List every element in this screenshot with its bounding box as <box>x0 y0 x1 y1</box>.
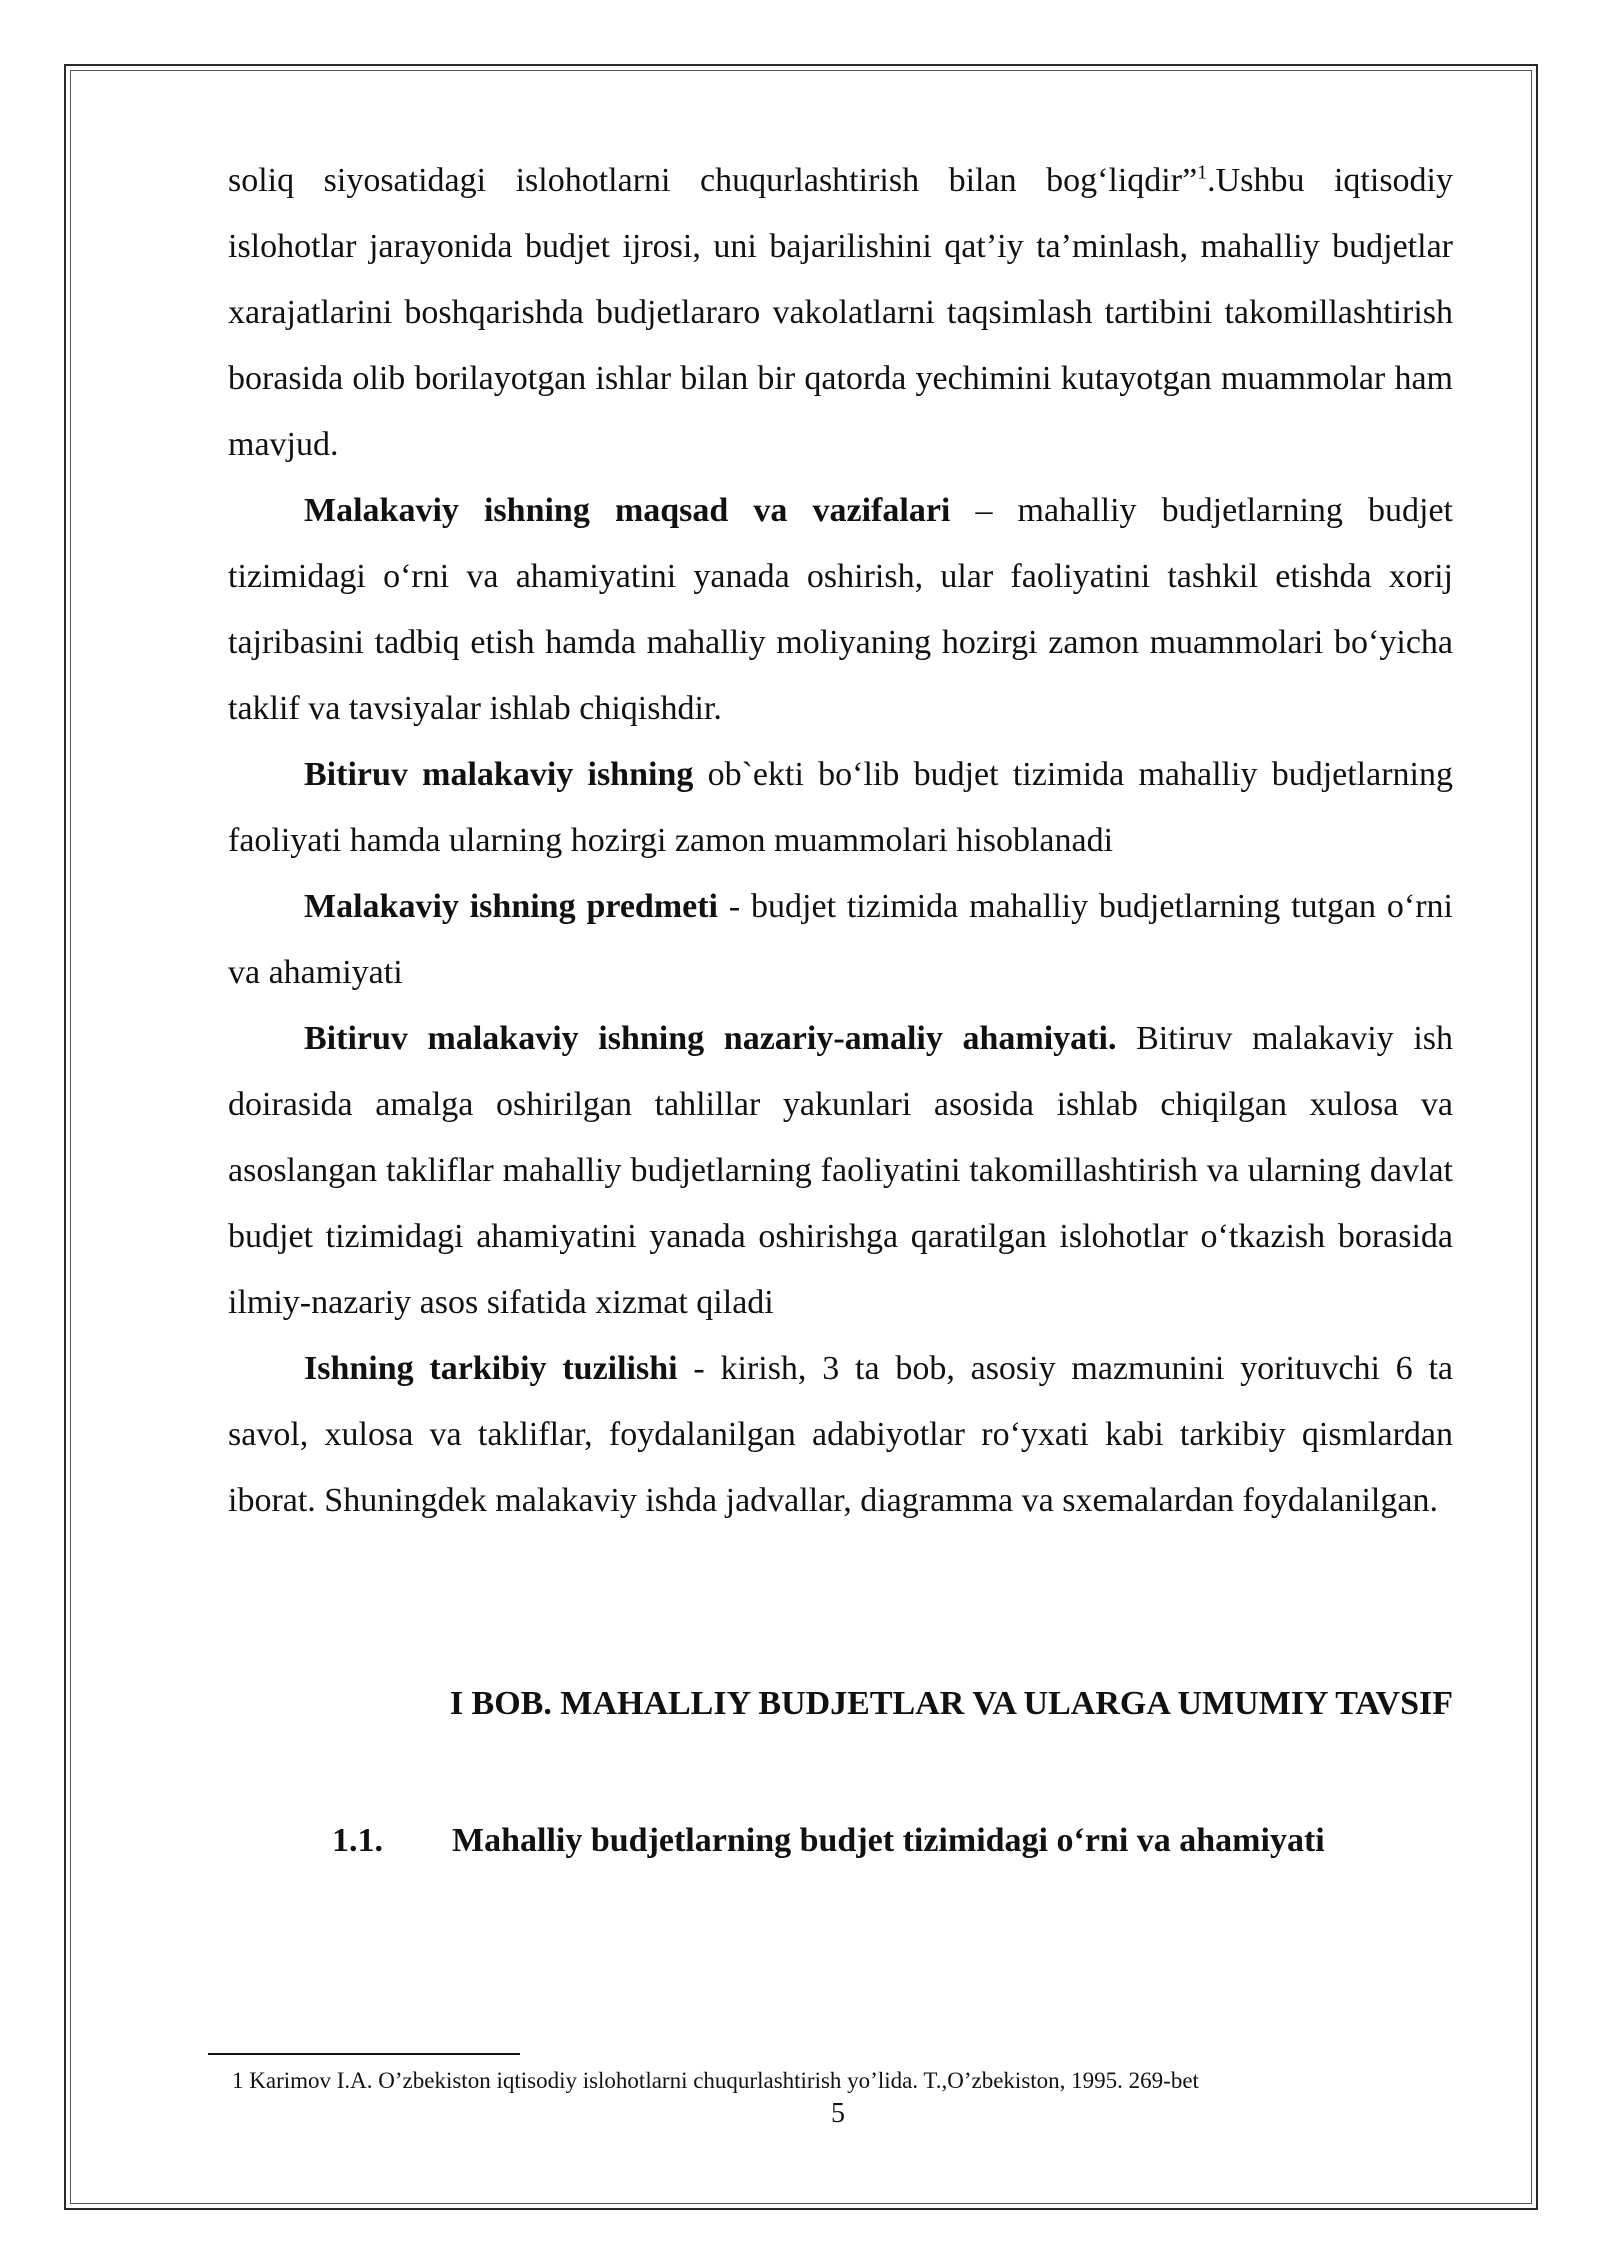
paragraph-lead: Bitiruv malakaviy ishning nazariy-amaliy ahamiyati. <box>304 1020 1117 1057</box>
paragraph-lead: Malakaviy ishning predmeti <box>304 888 719 925</box>
page-number: 5 <box>831 2098 845 2129</box>
paragraph-object <box>228 742 1453 874</box>
paragraph-intro <box>228 148 1453 478</box>
paragraph-text-tail: .Ushbu iqtisodiy islohotlar jarayonida budjet ijrosi, uni bajarilishini qat’iy ta’minlash, mahalliy budjetlar xarajatlarini boshqarishda budjetlararo vakolatlarni taqsimlash tartibini takomillashtirish borasida olib borilayotgan ishlar bilan bir qatorda yechimini kutayotgan muammolar ham mavjud. <box>228 162 1453 463</box>
section-heading <box>332 1822 1325 1860</box>
section-number: 1.1. <box>332 1822 383 1859</box>
section-title: Mahalliy budjetlarning budjet tizimidagi o‘rni va ahamiyati <box>452 1822 1325 1859</box>
body-text <box>228 148 1453 1534</box>
paragraph-text: – mahalliy budjetlarning budjet tizimidagi o‘rni va ahamiyatini yanada oshirish, ular faoliyatini tashkil etishda xorij tajribasini tadbiq etish hamda mahalliy moliyaning hozirgi zamon muammolari bo‘yicha taklif va tavsiyalar ishlab chiqishdir. <box>228 492 1453 727</box>
paragraph-text: soliq siyosatidagi islohotlarni chuqurlashtirish bilan bog‘liqdir” <box>228 162 1198 199</box>
chapter-title: I BOB. MAHALLIY BUDJETLAR VA ULARGA UMUMIY TAVSIF <box>449 1685 1453 1722</box>
paragraph-subject <box>228 874 1453 1006</box>
footnote-reference: 1 <box>1197 161 1208 184</box>
paragraph-text: Bitiruv malakaviy ish doirasida amalga oshirilgan tahlillar yakunlari asosida ishlab chiqilgan xulosa va asoslangan takliflar mahalliy budjetlarning faoliyatini takomillashtirish va ularning davlat budjet tizimidagi ahamiyatini yanada oshirishga qaratilgan islohotlar o‘tkazish borasida ilmiy-nazariy asos sifatida xizmat qiladi <box>228 1020 1453 1321</box>
paragraph-goals <box>228 478 1453 742</box>
paragraph-lead: Ishning tarkibiy tuzilishi <box>304 1350 678 1387</box>
footnote-separator <box>208 2053 520 2055</box>
paragraph-lead: Bitiruv malakaviy ishning <box>304 756 694 793</box>
paragraph-significance <box>228 1006 1453 1336</box>
paragraph-lead: Malakaviy ishning maqsad va vazifalari <box>304 492 951 529</box>
paragraph-text: - kirish, 3 ta bob, asosiy mazmunini yorituvchi 6 ta savol, xulosa va takliflar, foydalanilgan adabiyotlar ro‘yxati kabi tarkibiy qismlardan iborat. Shuningdek malakaviy ishda jadvallar, diagramma va sxemalardan foydalanilgan. <box>228 1350 1454 1519</box>
paragraph-structure <box>228 1336 1453 1534</box>
footnote: 1 Karimov I.A. O’zbekiston iqtisodiy islohotlarni chuqurlashtirish yo’lida. T.,O’zbekiston, 1995. 269-bet <box>232 2068 1199 2093</box>
paragraph-text: - budjet tizimida mahalliy budjetlarning tutgan o‘rni va ahamiyati <box>228 888 1453 991</box>
paragraph-text: ob`ekti bo‘lib budjet tizimida mahalliy budjetlarning faoliyati hamda ularning hozirgi zamon muammolari hisoblanadi <box>228 756 1453 859</box>
